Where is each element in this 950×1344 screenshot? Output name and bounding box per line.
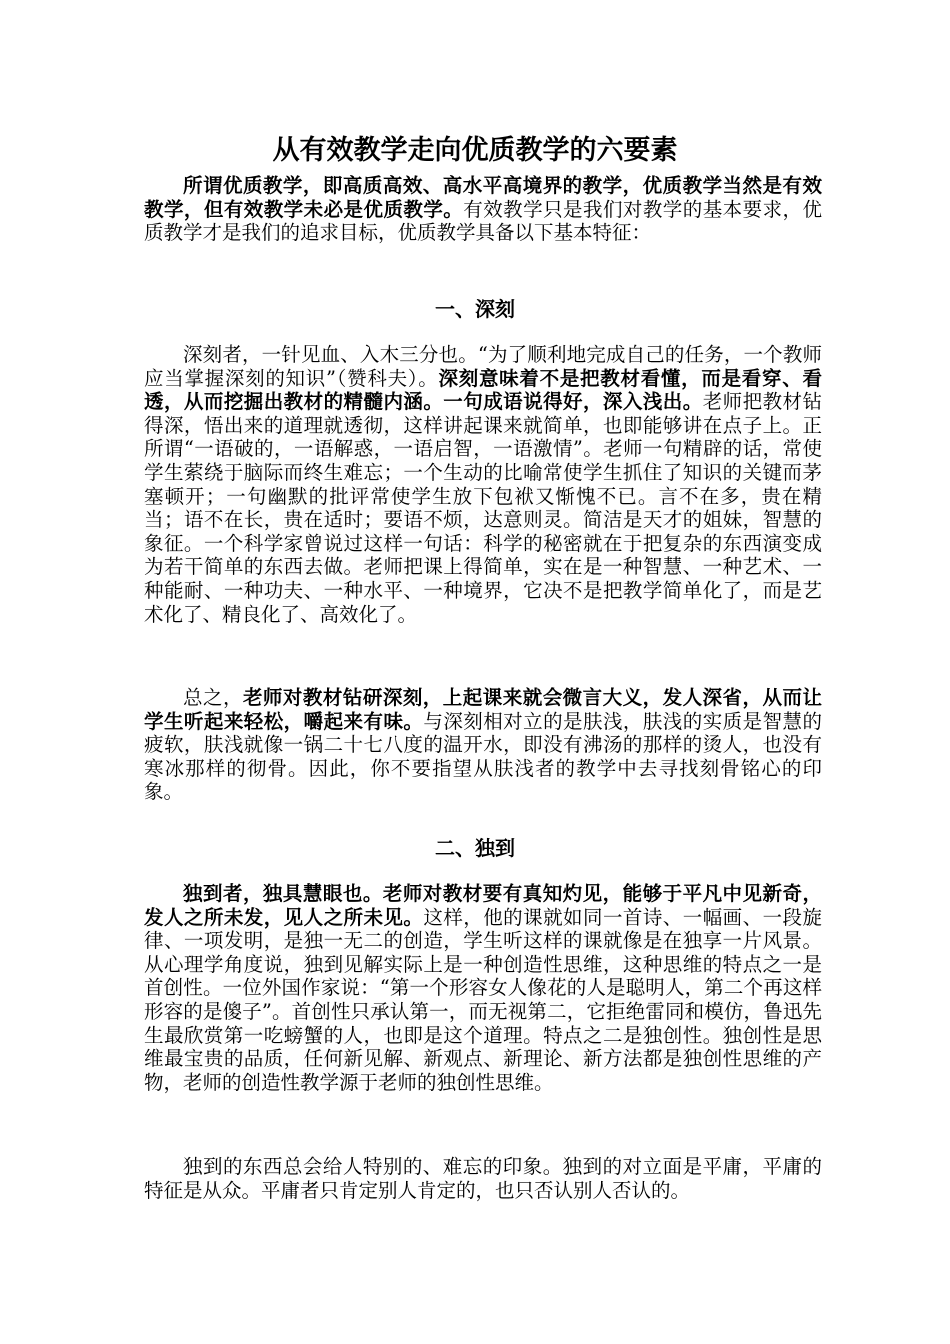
intro-bold-text: 所谓优质教学，即高质高效、高水平高境界的教学，优质教学当然是有效教学，但有效教学未必是优质教学。 bbox=[144, 174, 822, 221]
section-2-paragraph-2: 独到的东西总会给人特别的、难忘的印象。独到的对立面是平庸，平庸的特征是从众。平庸者只肯定别人肯定的，也只否认别人否认的。 bbox=[144, 1155, 822, 1202]
section-1-heading: 一、深刻 bbox=[435, 297, 515, 321]
section-2-p1-text: 这样，他的课就如同一首诗、一幅画、一段旋律、一项发明，是独一无二的创造，学生听这样的课就像是在独享一片风景。从心理学角度说，独到见解实际上是一种创造性思维，这种思维的特点之一是首创性。一位外国作家说：“第一个形容女人像花的人是聪明人，第二个再这样形容的是傻子”。首创性只承认第一，而无视第二，它拒绝雷同和模仿，鲁迅先生最欣赏第一吃螃蟹的人，也即是这个道理。特点之二是独创性。独创性是思维最宝贵的品质，任何新见解、新观点、新理论、新方法都是独创性思维的产物，老师的创造性教学源于老师的独创性思维。 bbox=[144, 905, 822, 1094]
section-1-p2-text-a: 总之， bbox=[183, 686, 243, 709]
section-1-p2-bold: 老师对教材钻研深刻，上起课来就会微言大义，发人深省，从而让学生听起来轻松，嚼起来有味。 bbox=[144, 686, 822, 733]
section-2-paragraph-2-block bbox=[144, 1155, 822, 1202]
intro-paragraph bbox=[144, 174, 822, 245]
document-title: 从有效教学走向优质教学的六要素 bbox=[272, 135, 678, 166]
section-1-p1-text-a: 深刻者，一针见血、入木三分也。“为了顺利地完成自己的任务，一个教师应当掌握深刻的知识”（赞科夫）。 bbox=[144, 343, 822, 390]
section-2-p1-bold: 独到者，独具慧眼也。老师对教材要有真知灼见，能够于平凡中见新奇，发人之所未发，见人之所未见。 bbox=[144, 882, 822, 929]
section-1-p1-bold: 深刻意味着不是把教材看懂，而是看穿、看透，从而挖掘出教材的精髓内涵。一句成语说得好，深入浅出。 bbox=[144, 366, 822, 414]
section-1-p2-text-b: 与深刻相对立的是肤浅，肤浅的实质是智慧的疲软，肤浅就像一锅二十七八度的温开水，即没有沸汤的那样的烫人，也没有寒冰那样的彻骨。因此，你不要指望从肤浅者的教学中去寻找刻骨铭心的印象。 bbox=[144, 709, 822, 804]
section-2-paragraph-1 bbox=[144, 882, 822, 1094]
section-1-paragraph-2 bbox=[144, 686, 822, 804]
section-1-paragraph-1-block bbox=[144, 343, 822, 626]
intro-block bbox=[144, 174, 822, 245]
section-1-paragraph-1 bbox=[144, 343, 822, 626]
section-1-p1-text-b: 老师把教材钻得深，悟出来的道理就透彻，这样讲起课来就简单，也即能够讲在点子上。正所谓“一语破的，一语解惑，一语启智，一语激情”。老师一句精辟的话，常使学生萦绕于脑际而终生难忘；一个生动的比喻常使学生抓住了知识的关键而茅塞顿开；一句幽默的批评常使学生放下包袱又惭愧不已。言不在多，贵在精当；语不在长，贵在适时；要语不烦，达意则灵。简洁是天才的姐妹，智慧的象征。一个科学家曾说过这样一句话：科学的秘密就在于把复杂的东西演变成为若干简单的东西去做。老师把课上得简单，实在是一种智慧、一种艺术、一种能耐、一种功夫、一种水平、一种境界，它决不是把教学简单化了，而是艺术化了、精良化了、高效化了。 bbox=[144, 390, 822, 626]
section-2-paragraph-1-block bbox=[144, 882, 822, 1094]
section-1-paragraph-2-block bbox=[144, 686, 822, 804]
section-2-heading: 二、独到 bbox=[435, 836, 515, 860]
intro-text: 有效教学只是我们对教学的基本要求，优质教学才是我们的追求目标，优质教学具备以下基本特征： bbox=[144, 197, 822, 245]
